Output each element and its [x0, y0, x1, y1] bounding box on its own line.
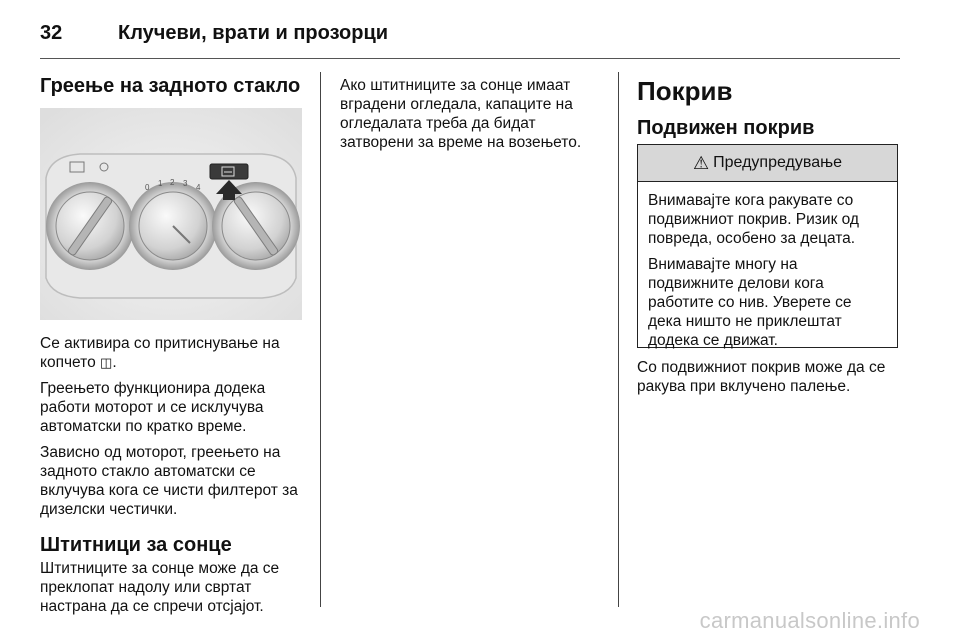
- section-heading-rear-window-heating: Греење на задното стакло: [40, 75, 301, 97]
- column-1: [40, 74, 310, 98]
- paragraph: Се активира со притиснување на копчето ◫.: [40, 335, 280, 371]
- page-number: 32: [40, 21, 63, 44]
- warning-paragraph: Внимавајте многу на подвижните делови кога работите со нив. Уверете се дека ништо не приклештат додека се движат.: [648, 256, 852, 349]
- subheading-sunroof: Подвижен покрив: [637, 117, 815, 139]
- fan-scale-4: 4: [196, 183, 201, 192]
- column-2: [340, 76, 600, 159]
- page-title: Клучеви, врати и прозорци: [118, 21, 389, 44]
- section-heading-roof: Покрив: [637, 76, 733, 106]
- column-3: [637, 76, 902, 140]
- warning-header: [638, 145, 897, 182]
- fan-scale-2: 2: [170, 178, 175, 187]
- column-divider-1: [320, 72, 321, 607]
- rear-window-heating-icon: ◫: [100, 355, 113, 370]
- paragraph: Со подвижниот покрив може да се ракува при вклучено палење.: [637, 359, 886, 395]
- fan-scale-1: 1: [158, 179, 163, 188]
- page-header: [40, 18, 388, 48]
- warning-paragraph: Внимавајте кога ракувате со подвижниот покрив. Ризик од повреда, особено за децата.: [648, 192, 859, 247]
- paragraph: Зависно од моторот, греењето на задното стакло автоматски се вклучува кога се чисти филтерот за дизелски честички.: [40, 444, 298, 518]
- paragraph: Ако штитниците за сонце имаат вградени огледала, капаците на огледалата треба да бидат затворени за време на возењето.: [340, 77, 582, 151]
- column-1-body: [40, 334, 310, 623]
- paragraph: Греењето функционира додека работи моторот и се исклучува автоматски по кратко време.: [40, 380, 266, 435]
- warning-title: Предупредување: [713, 154, 842, 171]
- watermark: carmanualsonline.info: [699, 608, 920, 633]
- fan-scale-3: 3: [183, 179, 188, 188]
- fan-scale-0: 0: [145, 183, 150, 192]
- column-divider-2: [618, 72, 619, 607]
- paragraph: Штитниците за сонце може да се преклопат надолу или свртат настрана да се спречи отсјајот.: [40, 560, 280, 615]
- warning-triangle-icon: ⚠: [693, 152, 710, 173]
- column-3-body: [637, 358, 902, 403]
- warning-box: [637, 144, 898, 348]
- climate-control-illustration: [40, 108, 302, 320]
- section-heading-sun-visors: Штитници за сонце: [40, 534, 232, 556]
- header-divider: [40, 58, 900, 59]
